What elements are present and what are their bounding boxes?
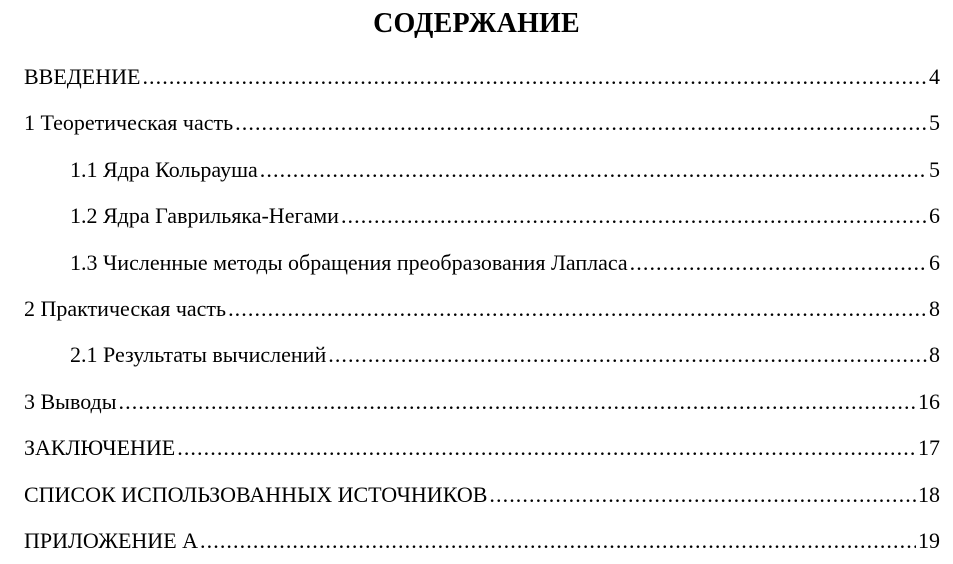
dot-leader — [177, 425, 916, 471]
toc-entry-conclusions — [0, 379, 953, 425]
dot-leader — [119, 379, 916, 425]
toc-entry-page: 8 — [929, 295, 940, 321]
dot-leader — [328, 332, 927, 378]
toc-entry-introduction — [0, 54, 953, 100]
toc-entry-label: ВВЕДЕНИЕ — [24, 64, 141, 89]
toc-entry-page: 19 — [918, 527, 940, 553]
toc-entry-label: ПРИЛОЖЕНИЕ А — [24, 527, 199, 553]
toc-entry-page: 5 — [929, 156, 940, 182]
dot-leader — [341, 193, 927, 239]
toc-entry-label: 3 Выводы — [24, 388, 117, 414]
dot-leader — [142, 54, 927, 100]
toc-entry-label: СПИСОК ИСПОЛЬЗОВАННЫХ ИСТОЧНИКОВ — [24, 481, 488, 507]
toc-entry-page: 4 — [929, 64, 940, 89]
toc-entry-label: 1.1 Ядра Кольрауша — [70, 156, 258, 182]
toc-entry-page: 5 — [929, 110, 940, 136]
toc-entry-practical — [0, 286, 953, 332]
toc-entry-laplace-inversion-methods — [0, 240, 953, 286]
dot-leader — [489, 472, 916, 518]
table-of-contents — [0, 54, 953, 564]
toc-entry-appendix-a — [0, 518, 953, 564]
dot-leader — [235, 100, 927, 146]
toc-entry-theory — [0, 100, 953, 146]
toc-entry-summary — [0, 425, 953, 471]
dot-leader — [200, 518, 916, 564]
toc-entry-page: 6 — [929, 203, 940, 229]
toc-entry-label: 2.1 Результаты вычислений — [70, 342, 327, 368]
dot-leader — [260, 147, 927, 193]
toc-entry-label: 2 Практическая часть — [24, 295, 227, 321]
toc-entry-page: 8 — [929, 342, 940, 368]
toc-entry-page: 18 — [918, 481, 940, 507]
toc-entry-kohlrausch-kernels — [0, 147, 953, 193]
toc-entry-page: 6 — [929, 249, 940, 275]
dot-leader — [228, 286, 927, 332]
toc-entry-page: 17 — [918, 435, 940, 461]
toc-entry-calculation-results — [0, 332, 953, 378]
toc-entry-label: 1.3 Численные методы обращения преобразования Лапласа — [70, 249, 628, 275]
toc-title: СОДЕРЖАНИЕ — [373, 8, 580, 39]
toc-entry-label: ЗАКЛЮЧЕНИЕ — [24, 435, 176, 461]
toc-entry-references — [0, 472, 953, 518]
dot-leader — [630, 240, 927, 286]
toc-entry-label: 1.2 Ядра Гаврильяка-Негами — [70, 203, 339, 229]
toc-entry-label: 1 Теоретическая часть — [24, 110, 234, 136]
toc-entry-page: 16 — [918, 388, 940, 414]
toc-entry-havriliak-negami-kernels — [0, 193, 953, 239]
